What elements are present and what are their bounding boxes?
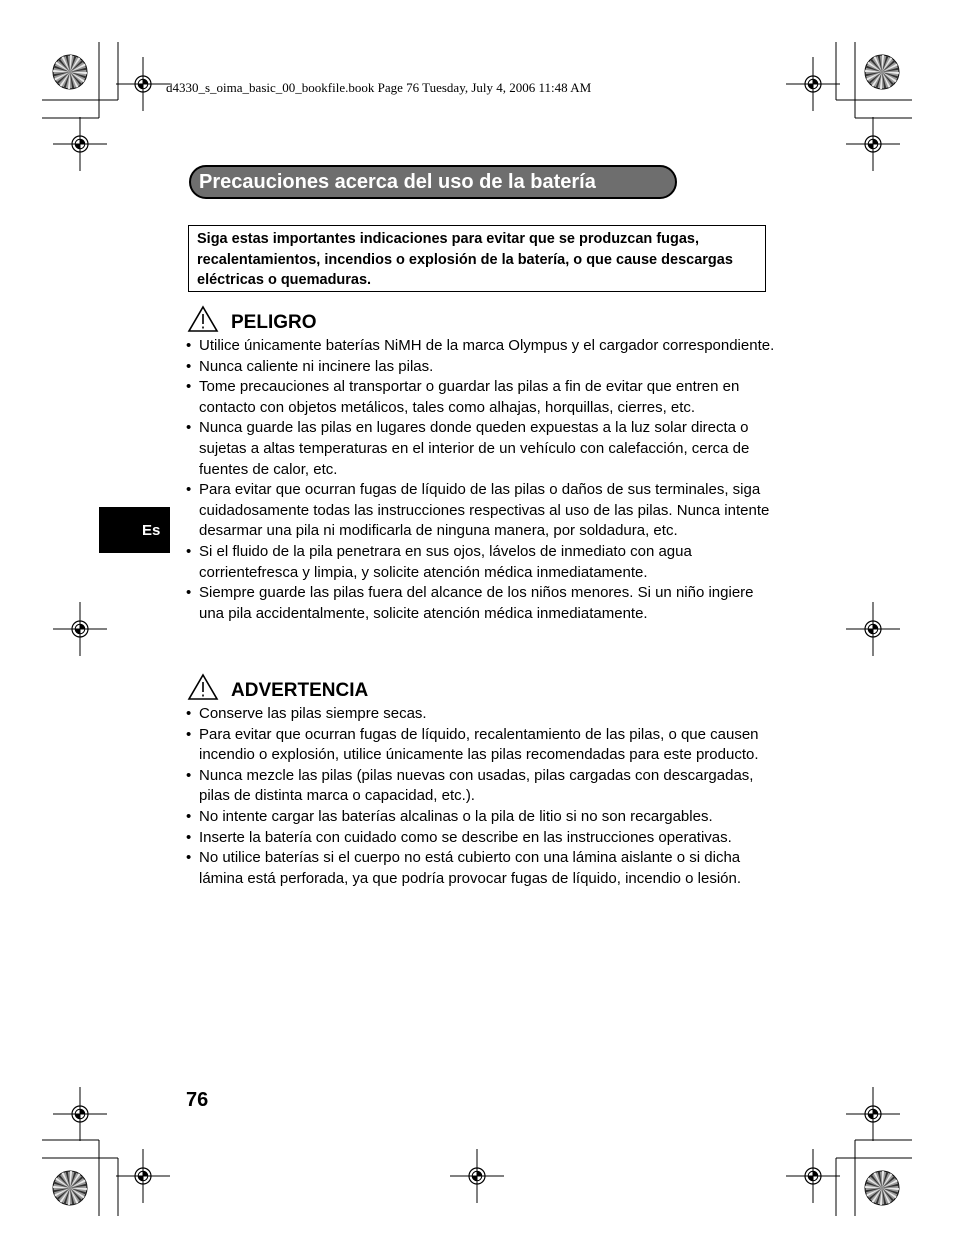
- list-item: • Si el fluido de la pila penetrara en sus ojos, lávelos de inmediato con agua corrientefresca y limpia, y solicite atención médica inmediatamente.: [186, 542, 776, 583]
- warning-triangle-icon: [187, 305, 219, 333]
- language-tab-label: Es: [142, 522, 161, 539]
- list-item: • Nunca caliente ni incinere las pilas.: [186, 357, 776, 378]
- registration-mark: [116, 57, 170, 111]
- registration-mark: [846, 1087, 900, 1141]
- list-item: • Tome precauciones al transportar o guardar las pilas a fin de evitar que entren en contacto con objetos metálicos, tales como alhajas, horquillas, cierres, etc.: [186, 377, 776, 418]
- list-item: • Siempre guarde las pilas fuera del alcance de los niños menores. Si un niño ingiere una pila accidentalmente, solicite atención médica inmediatamente.: [186, 583, 776, 624]
- warning-triangle-icon: [187, 673, 219, 701]
- list-item: • No intente cargar las baterías alcalinas o la pila de litio si no son recargables.: [186, 807, 776, 828]
- list-item: • Conserve las pilas siempre secas.: [186, 704, 776, 725]
- color-target-mark: [865, 1171, 899, 1205]
- registration-mark: [846, 117, 900, 171]
- color-target-mark: [53, 55, 87, 89]
- danger-list: [186, 336, 776, 624]
- list-item: • Nunca guarde las pilas en lugares donde queden expuestas a la luz solar directa o sujetas a altas temperaturas en el interior de un vehículo con calefacción, cerca de fuentes de calor, etc.: [186, 418, 776, 480]
- registration-mark: [53, 1087, 107, 1141]
- language-tab: [99, 507, 170, 553]
- list-item: • Para evitar que ocurran fugas de líquido de las pilas o daños de sus terminales, siga cuidadosamente todas las instrucciones respectivas al uso de las pilas. Nunca intente desarmar una pila ni modificarla de ninguna manera, por soldadura, etc.: [186, 480, 776, 542]
- list-item: • Para evitar que ocurran fugas de líquido, recalentamiento de las pilas, o que causen incendio o explosión, utilice únicamente las pilas recomendadas para este producto.: [186, 725, 776, 766]
- section-title-bar: [189, 165, 677, 199]
- warning-list: [186, 704, 776, 889]
- list-item: • Nunca mezcle las pilas (pilas nuevas con usadas, pilas cargadas con descargadas, pilas de distinta marca o capacidad, etc.).: [186, 766, 776, 807]
- registration-mark: [53, 117, 107, 171]
- page-number: 76: [186, 1089, 209, 1111]
- color-target-mark: [865, 55, 899, 89]
- registration-mark: [450, 1149, 504, 1203]
- danger-label: PELIGRO: [231, 312, 317, 333]
- warning-label: ADVERTENCIA: [231, 680, 369, 701]
- registration-mark: [116, 1149, 170, 1203]
- list-item: • Utilice únicamente baterías NiMH de la marca Olympus y el cargador correspondiente.: [186, 336, 776, 357]
- file-header: d4330_s_oima_basic_00_bookfile.book Page 76 Tuesday, July 4, 2006 11:48 AM: [166, 80, 592, 95]
- registration-mark: [786, 1149, 840, 1203]
- registration-mark: [786, 57, 840, 111]
- page-title: Precauciones acerca del uso de la batería: [199, 171, 596, 193]
- color-target-mark: [53, 1171, 87, 1205]
- registration-mark: [53, 602, 107, 656]
- list-item: • No utilice baterías si el cuerpo no está cubierto con una lámina aislante o si dicha lámina está perforada, ya que podría provocar fugas de líquido, incendio o lesión.: [186, 848, 776, 889]
- registration-mark: [846, 602, 900, 656]
- list-item: • Inserte la batería con cuidado como se describe en las instrucciones operativas.: [186, 828, 776, 849]
- important-notice-box: Siga estas importantes indicaciones para evitar que se produzcan fugas, recalentamientos, incendios o explosión de la batería, o que cause descargas eléctricas o quemaduras.: [188, 225, 766, 292]
